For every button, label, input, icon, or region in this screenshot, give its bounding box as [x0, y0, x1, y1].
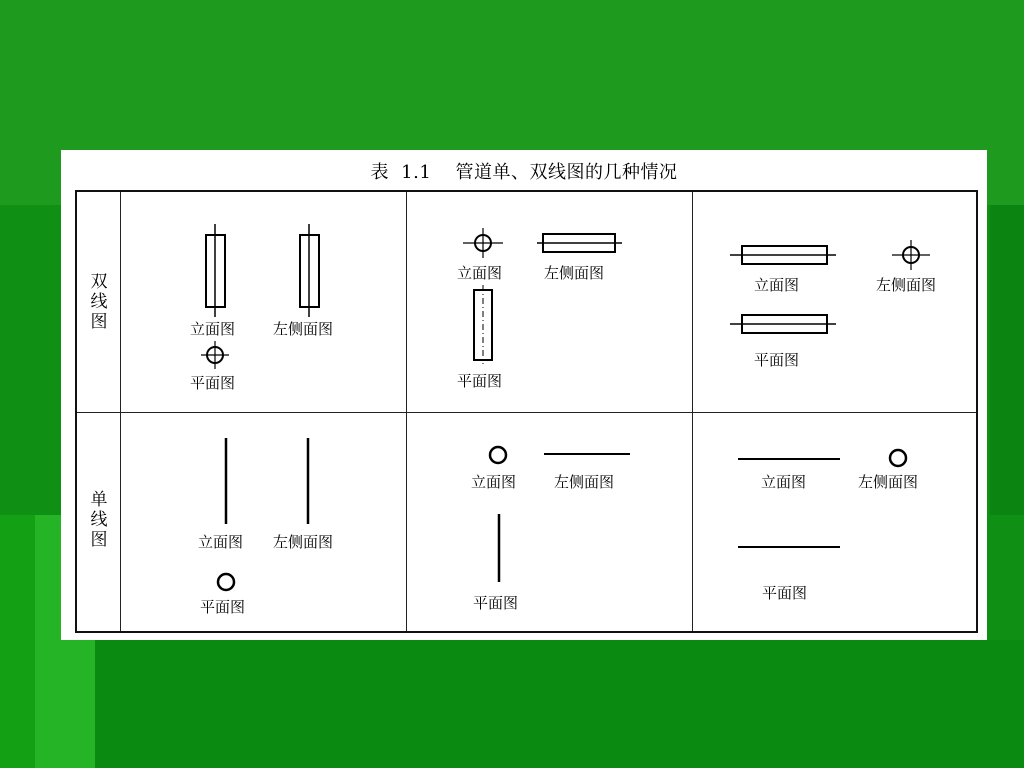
label-left-side: 左侧面图: [876, 276, 937, 294]
double-line-plan-vertical-pipe: [474, 285, 492, 364]
table-title: [61, 158, 987, 184]
double-line-left-side-circle: [892, 240, 930, 270]
background-bottom: [95, 640, 1024, 768]
row-label-text: 单线图: [90, 490, 108, 550]
label-plan: 平面图: [200, 598, 246, 616]
label-left-side: 左侧面图: [544, 264, 605, 282]
double-line-elevation-horizontal-pipe: [730, 246, 836, 264]
label-plan: 平面图: [457, 372, 503, 390]
pipe-drawings: [77, 192, 980, 635]
label-left-side: 左侧面图: [273, 533, 334, 551]
background-left-edge: [0, 515, 35, 768]
double-line-elevation-circle: [463, 228, 503, 258]
single-line-elevation-circle: [490, 447, 506, 463]
table-title-prefix: 表: [370, 162, 389, 183]
label-elevation: 立面图: [761, 473, 807, 491]
label-plan: 平面图: [762, 584, 808, 602]
row-label-text: 双线图: [90, 272, 108, 332]
table-title-text: 管道单、双线图的几种情况: [455, 162, 678, 183]
label-plan: 平面图: [754, 351, 800, 369]
table-title-number: 1.1: [401, 162, 432, 183]
label-left-side: 左侧面图: [273, 320, 334, 338]
background-right-band: [990, 205, 1024, 515]
double-line-left-side-horizontal-pipe: [537, 234, 622, 252]
table-panel: [61, 150, 987, 640]
label-left-side: 左侧面图: [554, 473, 615, 491]
single-line-plan-circle: [218, 574, 234, 590]
label-plan: 平面图: [473, 594, 519, 612]
double-line-left-side-pipe: [300, 224, 319, 317]
double-line-elevation-pipe: [206, 224, 225, 317]
double-line-plan-horizontal-pipe: [730, 315, 836, 333]
label-elevation: 立面图: [198, 533, 244, 551]
label-elevation: 立面图: [754, 276, 800, 294]
single-line-left-side-circle: [890, 450, 906, 466]
pipe-diagram-table: [75, 190, 978, 633]
label-elevation: 立面图: [190, 320, 236, 338]
label-left-side: 左侧面图: [858, 473, 919, 491]
label-plan: 平面图: [190, 374, 236, 392]
label-elevation: 立面图: [457, 264, 503, 282]
double-line-plan-circle: [201, 341, 229, 369]
label-elevation: 立面图: [471, 473, 517, 491]
